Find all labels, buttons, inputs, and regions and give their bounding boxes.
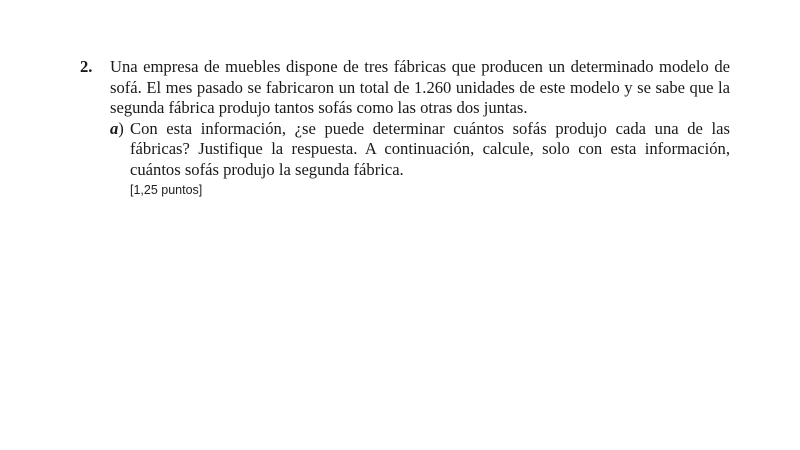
- subpart-paren: ): [118, 118, 124, 138]
- subpart-a: [110, 119, 730, 181]
- problem-number: 2.: [80, 57, 93, 76]
- problem-statement: Una empresa de muebles dispone de tres fábricas que producen un determinado modelo de sofá. El mes pasado se fabricaron un total de 1.260 unidades de este modelo y se sabe que la segunda fábrica produjo tantos sofás como las otras dos juntas.: [110, 57, 730, 117]
- subpart-label: [110, 119, 124, 140]
- subpart-text: Con esta información, ¿se puede determinar cuántos sofás produjo cada una de las fábricas? Justifique la respuesta. A continuación, calcule, solo con esta información, cuántos sofás produjo la segunda fábrica.: [130, 118, 730, 179]
- subpart-points: [1,25 puntos]: [130, 183, 203, 197]
- problem-2: [80, 57, 730, 198]
- subpart-letter: a: [110, 118, 119, 138]
